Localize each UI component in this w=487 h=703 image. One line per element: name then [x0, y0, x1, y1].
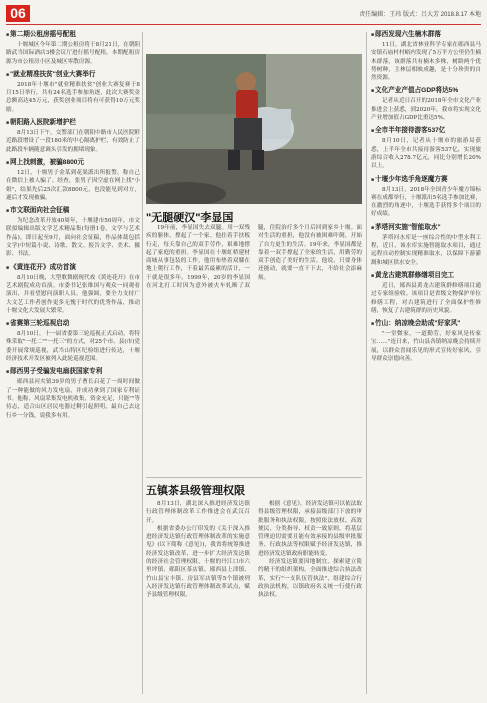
news-body: "一堂微家，一道勤劳，好家风是传家宝……"连日来，竹山县各镇纳凉晚会持续开展，以群众喜闻乐见的形式宣传好家风，引导群众崇德向善。	[371, 331, 481, 363]
news-body: 记者从近日召开的2018年全市文化产业推进会上获悉，到2020年，我市将实现文化产业增加值占GDP比重达5%。	[371, 98, 481, 122]
news-headline: ■ 文化产业产值占GDP将达5%	[371, 86, 481, 96]
news-headline: ■ 朝阳路入医院新增护栏	[6, 118, 140, 128]
news-body: 8月13日，2018年全国青少年魔方锦标赛在成都举行，十堰派出5名选手参加比赛，在激烈的角逐中，十堰选手获得多个项目的好成绩。	[371, 186, 481, 218]
news-item	[371, 175, 481, 219]
news-body: 十堰城区今年第二期公租房将于8月21日，在朝阳路武当国际酒店3楼会议厅进行摇号配租，本期配租房源为市公租房小区及城区零散房源。	[6, 42, 140, 65]
news-body: 8月10日，十一届省委第三轮巡视正式启动，将特殊采取"一托二""一托三"的方式，对25个市、县(市)党委开展常规巡视，武当山特区纪检组进行传达，十堰经济技术开发区被列入此轮巡视范围。	[6, 331, 140, 363]
news-body: 11日，湖北省林业科学专家在郧西县马安镇石庙村村峪内发现了5万平方公里仍生楠木群落，该群落共有楠木多株，树龄两个优势树种，主林层相映成趣，是十分珍贵的自然资源。	[371, 42, 481, 82]
news-body: 8月13日下午，交警部门在朝阳中路市人民医院附近路段增设了一段180米的中心隔离护栏，有效防止了此路段车辆随意调头引发的拥堵现象。	[6, 130, 140, 153]
news-item	[371, 223, 481, 267]
section-divider	[146, 477, 362, 478]
news-item	[6, 206, 140, 258]
left-news-column	[6, 30, 140, 424]
news-body: 郧西县河夹镇39岁的男子曹长启花了一周时间做了一种能做的风力发电扇，并成功拿到了国家专利证书。他称，风扇采集发电机收集，资金充足，只能""等待志，适合山区居民电器过剩引起照明，最自己去这行乡一分钱，说我多有用。	[6, 379, 140, 419]
news-headline: ■ 省赛第三轮巡视启动	[6, 319, 140, 329]
news-item	[6, 70, 140, 114]
news-headline: ■ 全市半年接待游客537亿	[371, 126, 481, 136]
column-divider	[366, 32, 367, 694]
news-headline: ■ 郧西男子受骗发电扇获国家专利	[6, 367, 140, 377]
news-item	[6, 30, 140, 66]
news-item	[6, 263, 140, 315]
story-paragraph: 8月13日，湖北深入推进经济发达镇行政管理体制改革工作推进会在武汉召开。	[146, 501, 250, 524]
news-headline: ■ 第二期公租房摇号配租	[6, 30, 140, 40]
news-headline: ■ 黄龙古建筑群修缮项目完工	[371, 271, 481, 281]
news-item	[371, 271, 481, 315]
story-title: 五镇茶县级管理权限	[146, 485, 245, 497]
news-item	[371, 30, 481, 82]
news-body: 近日，郧西县黄龙古建筑群修缮项目通过专家组验收。该项目是省级文物保护单位修缮工程，对古建筑进行了全面保护性修缮，恢复了古建筑群的历史风貌。	[371, 282, 481, 314]
news-body: 8月10日晚，大型歌舞剧现代戏《黄连花开》在市艺术剧院成功首演。市委书记张维国与观众一同观看演出，并看望慰问演职人员。他强调，要全力支持广大文艺工作者创作更多无愧于时代的优秀作品，推动十堰文化大发展大繁荣。	[6, 274, 140, 314]
news-headline: ■ 《黄连花开》成功首演	[6, 263, 140, 273]
news-item	[6, 367, 140, 419]
right-news-column	[371, 30, 481, 367]
story-body	[146, 500, 362, 695]
editor-info: 责任编辑：王玮 版式：吕大芳 2018.8.17 本地	[359, 12, 481, 18]
news-headline: ■ 竹山：纳凉晚会助成"好家风"	[371, 319, 481, 329]
news-item	[371, 86, 481, 122]
news-body: 为纪念改革开放40周年，十堰建市50周年，市文联拟编辑出版文学艺术精品集(每册1卷，文学与艺术作品)，即日起至9月，面向社会征稿，作品体裁包括文学(中短篇小说、诗歌、散文、报告文学、美术、摄影、书法。	[6, 218, 140, 258]
news-headline: ■ 郧西发现六生楠木群落	[371, 30, 481, 40]
story-paragraph: 经济发达镇要因地制宜，探索建立简约精干的组织架构。全面推进综合执法改革，实行"一支队伍管执法"，组建综合行政执法机构，以镇政府名义统一行使行政执法权。	[258, 559, 362, 599]
story-title: "无腿硬汉"李显国	[146, 212, 234, 224]
column-divider	[142, 32, 143, 694]
photo-illustration	[146, 54, 362, 204]
news-body: 茅塔河水库是一座综合性的中型水利工程，近日，该水库实施智能取水项目，通过远程自动控制实现精准取水，以保障下游灌溉和城区供水安全。	[371, 234, 481, 266]
page-header	[0, 0, 487, 24]
news-headline: ■ "就业精准扶贫"创业大赛举行	[6, 70, 140, 80]
news-item	[371, 126, 481, 170]
news-body: 2018年十堰市"就业精准扶贫"创业大赛复赛于8月15日举行，共有24名选手参加角逐，此次大赛奖金总额高达45万元，获奖创业项目将有可获得10万元奖励。	[6, 81, 140, 113]
news-headline: ■ 网上找刺激，被骗8800元	[6, 158, 140, 168]
story-paragraph: 根据《意见》，经济发达镇可以依法取得县级管理权限，承接县级部门下放的审批服务和执法权限，按照依法放权、高效便民、分类指导、权责一致原则，将基层管理迫切需要且能有效承接的县级审批服务、行政执法等权限赋予经济发达镇，推进经济发达镇政府职能转变。	[258, 501, 362, 557]
page-number: 06	[6, 5, 30, 22]
story-photo	[146, 54, 362, 204]
news-body: 8月10日，记者从十堰市的旅游局获悉，上半年全市共接待游客537亿，实现旅游综合收入278.7亿元，同比分别增长20%以上。	[371, 138, 481, 170]
news-item	[6, 319, 140, 363]
story-paragraph: 根据省委办公厅印发的《关于深入推进经济发达镇行政管理体制改革的实施意见》(以下简称《意见》)，我省将统筹推进经济发达镇改革，进一步扩大经济发达镇的经济社会管理权限，十堰的丹江口市六里坪镇、郧阳区茶店镇、郧西县上津镇、竹山县宝丰镇、房县军店镇等5个镇被列入经济发达镇行政管理体制改革试点，赋予县级管理权限。	[146, 525, 250, 599]
news-headline: ■ 十堰少年选手角逐魔方赛	[371, 175, 481, 185]
news-body: 12日，十堰男子金某到花果派出所报警，称自己在微信上被人骗了。经查，张男子因空虚在网上找"小姐"，结果先后25次汇款8800元，也没能见到对方，遂后才发现被骗。	[6, 169, 140, 201]
news-item	[6, 158, 140, 202]
news-headline: ■ 市文联面向社会征稿	[6, 206, 140, 216]
news-item	[371, 319, 481, 363]
news-item	[6, 118, 140, 154]
story-body: 19年前，李显国失去双腿。用一双残疾的躯体，撑起了一个家。他拄着手扶板行走，每天靠自己的双手劳作，艰难地撑起了家庭的重担。李显国在十堰虹桥建材商城从事包装的工作，他用布垫着双膝在地上爬行工作，干着最苦最累的活计，一干就是很多年。1999年，20岁的李显国在河北打工时因为意外被火车轧断了双腿，住院治疗多个月后回到家乡十堰。面对生活的重担，他没有被困难吓倒，开始了自力更生的生活。19年来，李显国都是靠着一双手撑起了全家的生活，用勤劳的双手创造了美好的生活。他说，只要身体还能动，就要一直干下去，不给社会添麻烦。	[146, 225, 362, 290]
news-headline: ■ 茅塔河实施"智能取水"	[371, 223, 481, 233]
header-divider	[6, 24, 481, 25]
